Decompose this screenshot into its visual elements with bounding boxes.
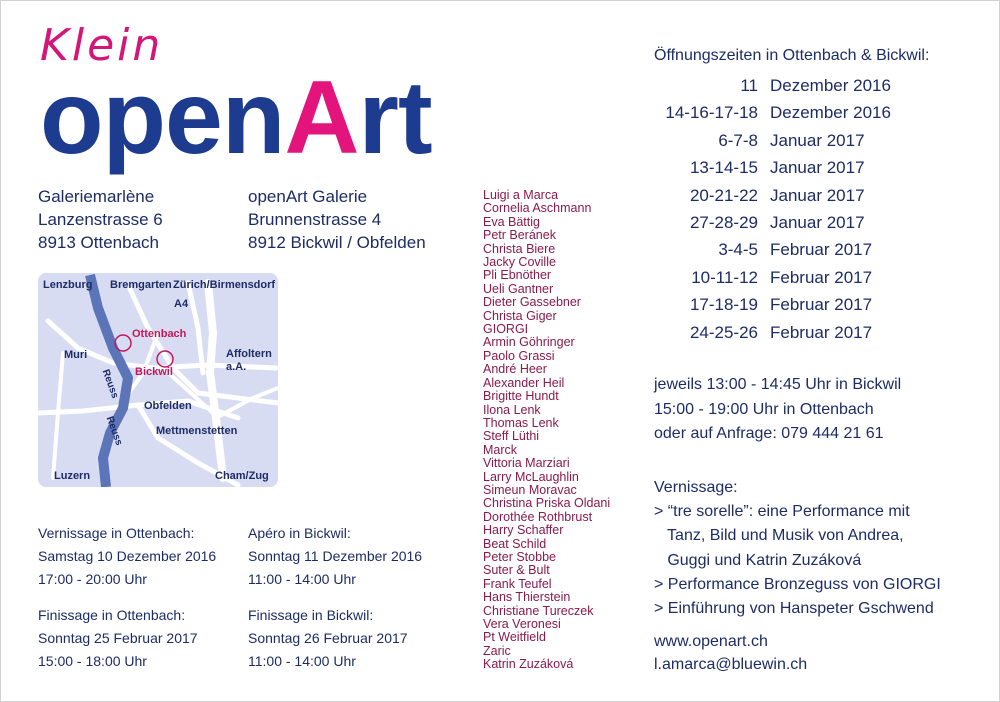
logo-klein: Klein — [40, 20, 164, 71]
logo-rt: rt — [358, 60, 432, 176]
vernissage-line: Guggi und Katrin Zuzáková — [654, 551, 862, 569]
email-link[interactable]: l.amarca@bluewin.ch — [654, 656, 808, 673]
map-label-affoltern: Affoltern — [226, 348, 272, 360]
map-road — [188, 283, 203, 373]
map-motorway — [208, 283, 223, 478]
opening-days: 17-18-19 — [689, 295, 758, 315]
opening-time-line: oder auf Anfrage: 079 444 21 61 — [654, 425, 884, 442]
ottenbach-marker-icon — [115, 335, 131, 351]
artist-name: Vera Veronesi — [483, 617, 561, 631]
map-label-zurich: Zürich/Birmensdorf — [173, 279, 276, 291]
opening-month: Dezember 2016 — [770, 103, 891, 123]
opening-days: 10-11-12 — [691, 267, 758, 287]
logo-openart — [40, 60, 432, 176]
opening-month: Januar 2017 — [770, 213, 865, 233]
artist-name: Dorothée Rothbrust — [483, 509, 593, 524]
opening-hours-list — [654, 72, 891, 346]
artist-name: Thomas Lenk — [483, 415, 559, 430]
artist-name: Pt Weitfield — [483, 630, 546, 645]
opening-days: 13-14-15 — [689, 158, 758, 178]
opening-days: 11 — [740, 76, 758, 95]
artist-name: Peter Stobbe — [483, 549, 556, 564]
opening-time-line: 15:00 - 19:00 Uhr in Ottenbach — [654, 400, 874, 418]
opening-month: Februar 2017 — [770, 240, 873, 260]
artist-name: Christa Biere — [483, 241, 556, 256]
artist-name: Harry Schaffer — [483, 523, 564, 538]
artist-name: Ilona Lenk — [483, 402, 541, 417]
artist-name: Marck — [483, 442, 518, 457]
artist-name: Dieter Gassebner — [483, 295, 581, 310]
opening-hours-title: Öffnungszeiten in Ottenbach & Bickwil: — [654, 47, 930, 64]
artist-name: Suter & Bult — [483, 563, 550, 578]
opening-month: Dezember 2016 — [770, 76, 891, 95]
artist-name: Petr Beránek — [483, 228, 556, 243]
opening-date-row — [654, 291, 891, 318]
artist-list — [483, 189, 610, 672]
artist-name: Armin Göhringer — [483, 335, 575, 350]
address-line: Galeriemarlène — [38, 187, 155, 206]
opening-days: 24-25-26 — [689, 322, 758, 342]
artist-name: Jacky Coville — [483, 255, 556, 270]
opening-date-row — [654, 182, 891, 209]
artist-name: Vittoria Marziari — [483, 456, 570, 471]
event-vernissage — [38, 522, 216, 591]
map-label-ottenbach: Ottenbach — [132, 328, 187, 340]
opening-time-line: jeweils 13:00 - 14:45 Uhr in Bickwil — [654, 376, 902, 393]
artist-name: Simeun Moravac — [483, 482, 577, 497]
map-label-muri: Muri — [64, 349, 88, 361]
artist-name: Paolo Grassi — [483, 348, 555, 363]
opening-date-row — [654, 99, 891, 126]
event-date: Sonntag 11 Dezember 2016 — [248, 548, 423, 564]
opening-month: Februar 2017 — [770, 322, 873, 342]
map-label-affoltern-aa: a.A. — [226, 361, 247, 373]
event-date: Samstag 10 Dezember 2016 — [38, 548, 217, 564]
opening-times — [654, 373, 901, 447]
map-graphic — [38, 273, 278, 487]
event-time: 11:00 - 14:00 Uhr — [248, 653, 356, 669]
website-link[interactable]: www.openart.ch — [654, 633, 768, 650]
opening-date-row — [654, 236, 891, 263]
opening-date-row — [654, 72, 891, 99]
artist-name: Pli Ebnöther — [483, 268, 552, 283]
map-label-bremgarten: Bremgarten — [110, 279, 172, 291]
opening-days: 20-21-22 — [689, 185, 758, 205]
artist-name: Christiane Tureczek — [483, 603, 594, 618]
map-label-reuss-2: Reuss — [103, 415, 125, 447]
artist-name: Eva Bättig — [483, 214, 540, 229]
artist-name: Zaric — [483, 643, 511, 658]
opening-date-row — [654, 264, 891, 291]
artist-name: Steff Lüthi — [483, 429, 540, 444]
map-label-luzern: Luzern — [54, 470, 91, 482]
event-time: 15:00 - 18:00 Uhr — [38, 653, 147, 669]
vernissage-line: Tanz, Bild und Musik von Andrea, — [654, 527, 904, 545]
vernissage-info — [654, 476, 941, 621]
artist-name: Luigi a Marca — [483, 188, 559, 202]
event-finissage-bickwil — [248, 604, 408, 673]
event-time: 17:00 - 20:00 Uhr — [38, 571, 147, 587]
vernissage-line: > Performance Bronzeguss von GIORGI — [654, 575, 941, 593]
artist-name: André Heer — [483, 362, 547, 377]
event-title: Finissage in Bickwil: — [248, 607, 374, 623]
opening-days: 27-28-29 — [689, 213, 758, 233]
artist-name: Brigitte Hundt — [483, 389, 559, 404]
logo-a: A — [284, 60, 359, 176]
opening-month: Januar 2017 — [770, 185, 865, 205]
opening-month: Februar 2017 — [770, 295, 873, 315]
vernissage-line: Vernissage: — [654, 479, 738, 496]
vernissage-line: > Einführung von Hanspeter Gschwend — [654, 600, 934, 618]
map-label-reuss: Reuss — [99, 368, 121, 400]
artist-name: Christa Giger — [483, 308, 557, 323]
address-line: Lanzenstrasse 6 — [38, 210, 163, 229]
artist-name: Alexander Heil — [483, 375, 565, 390]
opening-date-row — [654, 127, 891, 154]
event-date: Sonntag 25 Februar 2017 — [38, 630, 198, 646]
artist-name: Larry McLaughlin — [483, 469, 579, 484]
opening-month: Januar 2017 — [770, 130, 865, 150]
artist-name: Frank Teufel — [483, 576, 552, 591]
event-finissage-ottenbach — [38, 604, 198, 673]
address-line: 8913 Ottenbach — [38, 233, 159, 252]
map-label-a4: A4 — [174, 298, 189, 310]
map-label-cham: Cham/Zug — [215, 470, 269, 482]
artist-name: Christina Priska Oldani — [483, 496, 611, 511]
contact-links — [654, 630, 807, 676]
address-bickwil — [248, 185, 426, 254]
map-road — [53, 353, 63, 478]
artist-name: GIORGI — [483, 322, 529, 337]
artist-name: Hans Thierstein — [483, 590, 571, 605]
vernissage-line: > “tre sorelle”: eine Performance mit — [654, 503, 910, 521]
logo-open: open — [40, 60, 285, 176]
event-time: 11:00 - 14:00 Uhr — [248, 571, 356, 587]
event-apero — [248, 522, 422, 591]
address-line: 8912 Bickwil / Obfelden — [248, 233, 426, 252]
artist-name: Beat Schild — [483, 536, 547, 551]
opening-date-row — [654, 319, 891, 346]
event-title: Vernissage in Ottenbach: — [38, 525, 195, 541]
location-map — [38, 273, 278, 487]
opening-days: 3-4-5 — [718, 240, 758, 260]
artist-name: Katrin Zuzáková — [483, 657, 574, 672]
opening-month: Januar 2017 — [770, 158, 865, 178]
map-label-mettmenstetten: Mettmenstetten — [156, 425, 238, 437]
artist-name: Ueli Gantner — [483, 281, 554, 296]
address-line: Brunnenstrasse 4 — [248, 210, 382, 229]
map-label-obfelden: Obfelden — [144, 400, 192, 412]
event-title: Finissage in Ottenbach: — [38, 607, 186, 623]
map-label-lenzburg: Lenzburg — [43, 279, 93, 291]
opening-days: 14-16-17-18 — [665, 103, 758, 123]
artist-name: Cornelia Aschmann — [483, 201, 592, 216]
opening-month: Februar 2017 — [770, 267, 873, 287]
event-title: Apéro in Bickwil: — [248, 525, 351, 541]
address-ottenbach — [38, 185, 163, 254]
address-line: openArt Galerie — [248, 187, 368, 206]
opening-days: 6-7-8 — [718, 130, 758, 150]
opening-date-row — [654, 209, 891, 236]
opening-date-row — [654, 154, 891, 181]
event-date: Sonntag 26 Februar 2017 — [248, 630, 408, 646]
map-label-bickwil: Bickwil — [135, 366, 173, 378]
